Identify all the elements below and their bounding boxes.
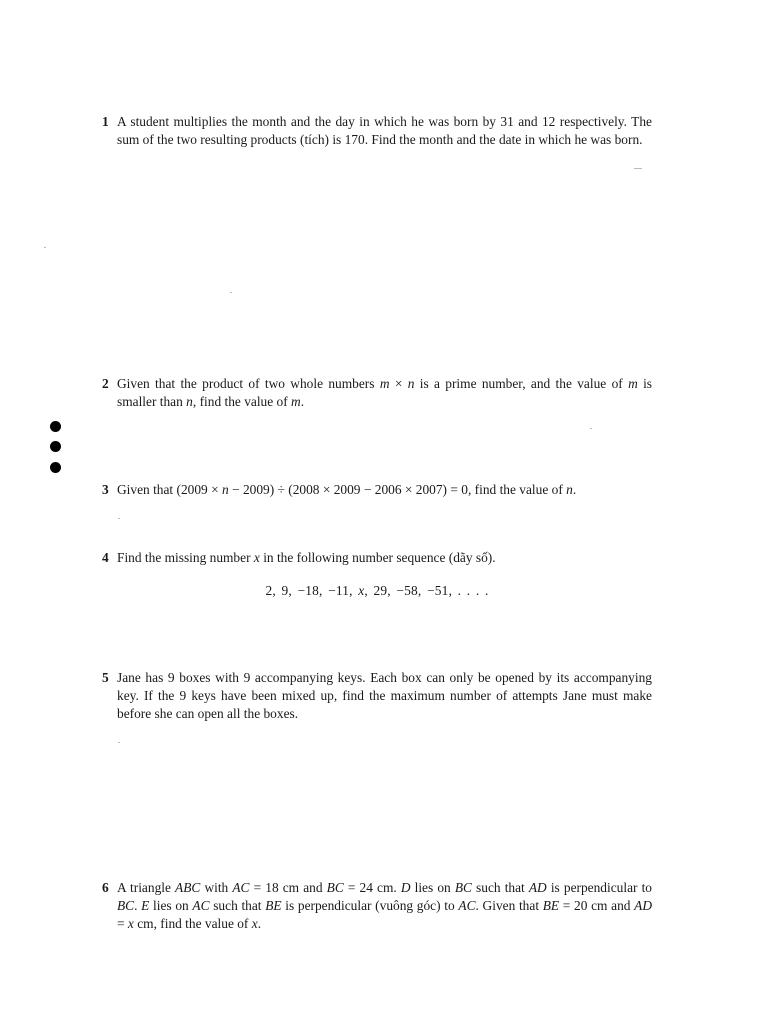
problem-number: 5 xyxy=(102,670,109,685)
problem-text: A student multiplies the month and the day in which he was born by 31 and 12 respectively. The sum of the two resulting products (tích) is 170. Find the month and the date in which he was born. xyxy=(117,114,652,147)
problem-text: Jane has 9 boxes with 9 accompanying keys. Each box can only be opened by its accompanying key. If the 9 keys have been mixed up, find the maximum number of attempts Jane must make before she can open all the boxes. xyxy=(117,670,652,721)
problem-2 xyxy=(102,375,652,411)
margin-bullet xyxy=(50,421,61,432)
scan-speck xyxy=(634,168,642,169)
math-variable: AC xyxy=(192,898,210,913)
problem-number: 6 xyxy=(102,880,109,895)
problem-number: 2 xyxy=(102,376,109,391)
math-variable: m xyxy=(291,394,301,409)
problem-number: 4 xyxy=(102,550,109,565)
problem-5 xyxy=(102,669,652,723)
math-variable: BC xyxy=(326,880,344,895)
math-variable: BC xyxy=(117,898,135,913)
problem-1 xyxy=(102,113,652,149)
math-variable: x xyxy=(127,916,134,931)
math-variable: AD xyxy=(528,880,547,895)
math-variable: E xyxy=(141,898,150,913)
math-variable: n xyxy=(222,482,229,497)
math-variable: n xyxy=(407,376,415,391)
scan-speck xyxy=(118,518,120,519)
problem-text: A triangle ABC with AC = 18 cm and BC = 24 cm. D lies on BC such that AD is perpendicular to BC. E lies on AC such that BE is perpendicular (vuông góc) to AC. Given that BE = 20 cm and AD = x cm, find the value of x. xyxy=(117,880,653,931)
math-variable: x xyxy=(251,916,258,931)
problem-text: Find the missing number x in the following number sequence (dãy số). xyxy=(117,550,496,565)
problem-6 xyxy=(102,879,652,933)
math-variable: n xyxy=(186,394,193,409)
problem-text: Given that (2009 × n − 2009) ÷ (2008 × 2009 − 2006 × 2007) = 0, find the value of n. xyxy=(117,482,577,497)
math-variable: AD xyxy=(634,898,653,913)
number-sequence: 2, 9, −18, −11, x, 29, −58, −51, . . . . xyxy=(265,583,489,598)
math-variable: BE xyxy=(542,898,560,913)
math-variable: D xyxy=(400,880,411,895)
scan-speck xyxy=(44,247,46,248)
math-variable: BC xyxy=(454,880,472,895)
margin-bullet xyxy=(50,462,61,473)
math-variable: BE xyxy=(265,898,282,913)
math-variable: x xyxy=(358,583,365,598)
problem-4 xyxy=(102,549,652,598)
scan-speck xyxy=(118,742,120,743)
math-variable: AC xyxy=(232,880,250,895)
math-variable: x xyxy=(253,550,260,565)
problem-number: 1 xyxy=(102,114,109,129)
scan-speck xyxy=(230,292,232,293)
scan-speck xyxy=(590,428,592,429)
math-variable: ABC xyxy=(175,880,201,895)
math-variable: m xyxy=(628,376,638,391)
math-variable: n xyxy=(566,482,573,497)
problem-number: 3 xyxy=(102,482,109,497)
math-variable: m xyxy=(379,376,390,391)
math-variable: AC xyxy=(458,898,476,913)
margin-bullet xyxy=(50,441,61,452)
problem-text: Given that the product of two whole numbers m × n is a prime number, and the value of m is smaller than n, find the value of m. xyxy=(117,376,652,409)
problem-3 xyxy=(102,481,652,499)
